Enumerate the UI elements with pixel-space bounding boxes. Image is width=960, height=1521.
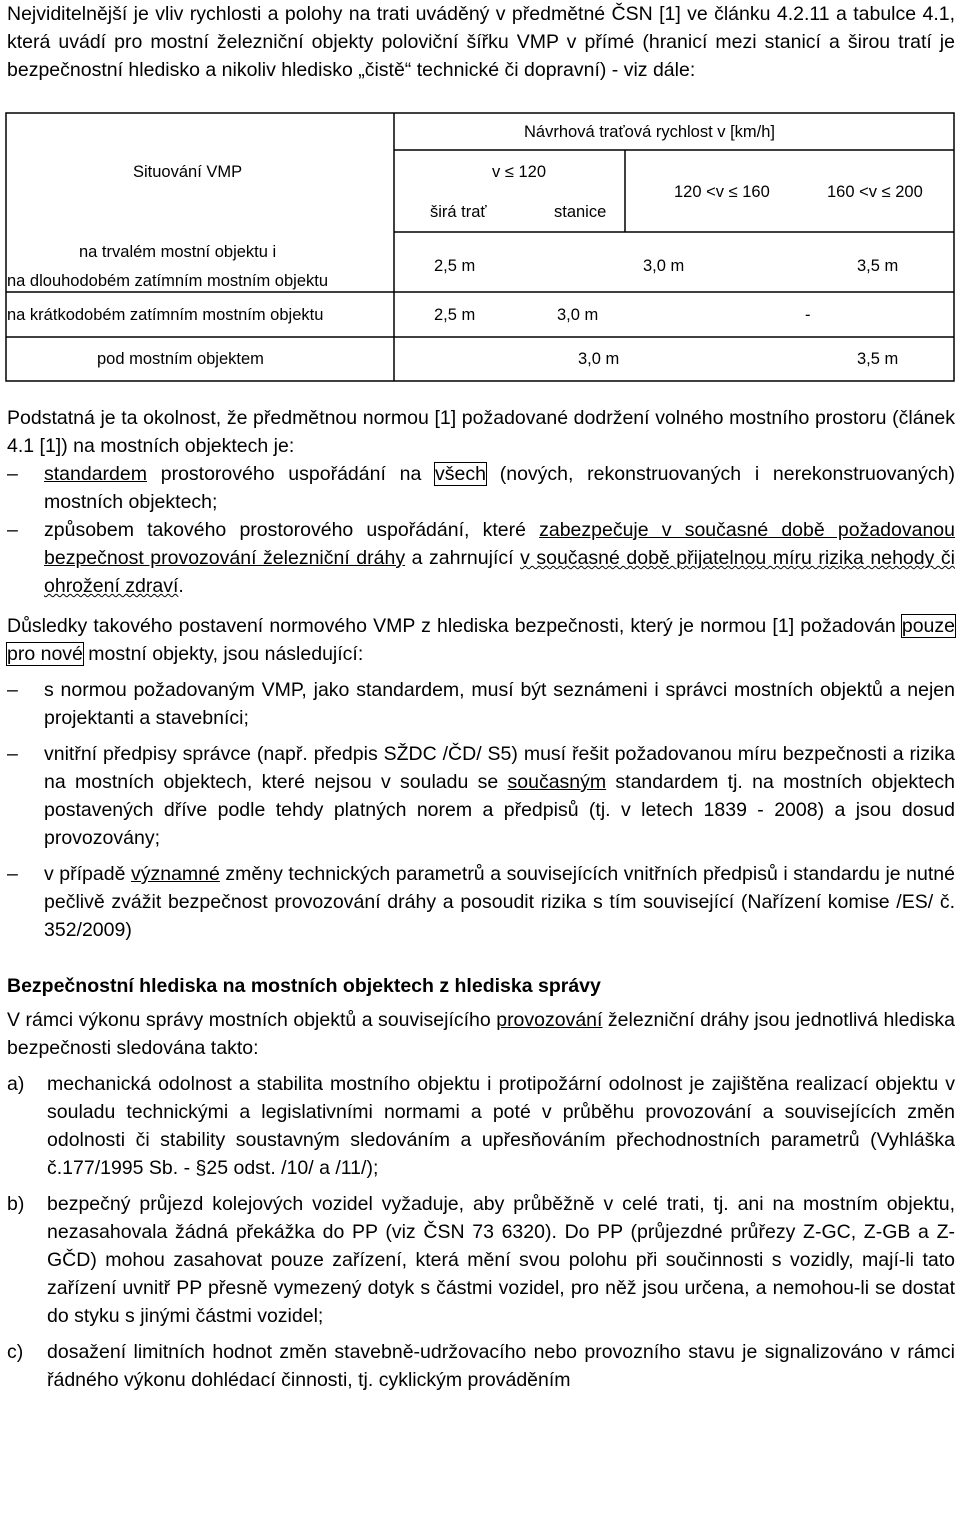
- clearance-table: [5, 112, 955, 382]
- row1-label-line1: na trvalém mostní objektu i: [79, 243, 277, 261]
- header-160-200: 160 <v ≤ 200: [827, 183, 923, 201]
- row1-value-3: 3,5 m: [857, 257, 899, 275]
- document-page: [7, 0, 955, 1394]
- paragraph-dusledky: Důsledky takového postavení normového VMP z hlediska bezpečnosti, který je normou [1] požadován pouze pro nové mostní objekty, jsou následující:: [7, 615, 955, 665]
- list-item: – způsobem takového prostorového uspořádání, které zabezpečuje v současné době požadovanou bezpečnost provozování železniční dráhy a zahrnující v současné době přijatelnou míru rizika nehody či ohrožení zdraví.: [7, 516, 955, 600]
- header-navrhova-rychlost: Návrhová traťová rychlost v [km/h]: [524, 123, 776, 141]
- paragraph-v-ramci: V rámci výkonu správy mostních objektů a souvisejícího provozování železniční dráhy jsou jednotlivá hlediska bezpečnosti sledována takto:: [7, 1009, 955, 1059]
- row1-value-2: 3,0 m: [643, 257, 685, 275]
- list-consequences: [7, 676, 955, 944]
- paragraph-podstatna: Podstatná je ta okolnost, že předmětnou normou [1] požadované dodržení volného mostního prostoru (článek 4.1 [1]) na mostních objektech je:: [7, 407, 955, 457]
- list-item: b) bezpečný průjezd kolejových vozidel vyžaduje, aby průběžně v celé trati, tj. ani na mostním objektu, nezasahovala žádná překážka do PP (viz ČSN 73 6320). Do PP (průjezdné průřezy Z-GC, Z-GB a Z-GČD) mohou zasahovat pouze zařízení, která mění svou polohu při součinnosti s vozidly, mají-li tato zařízení uvnitř PP přesně vymezený dotyk s částmi vozidel, pro něž jsou určena, a nemohou-li se dostat do styku s jinými částmi vozidel;: [7, 1193, 955, 1327]
- list-hlediska: [7, 1070, 955, 1394]
- header-sira-trat: širá trať: [430, 203, 487, 221]
- intro-paragraph: Nejviditelnější je vliv rychlosti a polohy na trati uváděný v předmětné ČSN [1] ve článku 4.2.11 a tabulce 4.1, která uvádí pro mostní železniční objekty poloviční šířku VMP v přímé (hranicí mezi stanicí a širou tratí je bezpečnostní hledisko a nikoliv hledisko „čistě“ technické či dopravní) - viz dále:: [7, 3, 955, 81]
- header-situovani: Situování VMP: [133, 163, 243, 181]
- row3-label: pod mostním objektem: [97, 350, 264, 368]
- list-item: – standardem prostorového uspořádání na všech (nových, rekonstruovaných i nerekonstruovaných) mostních objektech;: [7, 460, 955, 516]
- list-item: c) dosažení limitních hodnot změn stavebně-udržovacího nebo provozního stavu je signalizováno v rámci řádného výkonu dohlédací činnosti, tj. cyklickým prováděním: [7, 1341, 955, 1391]
- list-item: a) mechanická odolnost a stabilita mostního objektu i protipožární odolnost je zajištěna realizací objektu v souladu technickými a legislativními normami a poté v průběhu provozování a souvisejících změn odolnosti či stability soustavným sledováním a upřesňováním přechodnostních parametrů (Vyhláška č.177/1995 Sb. - §25 odst. /10/ a /11/);: [7, 1073, 955, 1179]
- row2-value-2: 3,0 m: [557, 306, 599, 324]
- row1-value-1: 2,5 m: [434, 257, 476, 275]
- header-v120: v ≤ 120: [492, 163, 547, 181]
- list-item: – s normou požadovaným VMP, jako standardem, musí být seznámeni i správci mostních objektů a nejen projektanti a stavebníci;: [7, 676, 955, 732]
- section-heading: Bezpečnostní hlediska na mostních objektech z hlediska správy: [7, 975, 601, 997]
- header-stanice: stanice: [554, 203, 607, 221]
- row2-label: na krátkodobém zatímním mostním objektu: [7, 306, 324, 324]
- header-120-160: 120 <v ≤ 160: [674, 183, 770, 201]
- row1-label-line2: na dlouhodobém zatímním mostním objektu: [7, 272, 329, 290]
- row3-value-1: 3,0 m: [578, 350, 620, 368]
- list-standard: [7, 460, 955, 600]
- list-item: – v případě významné změny technických parametrů a souvisejících vnitřních předpisů i standardu je nutné pečlivě zvážit bezpečnost provozování dráhy a posoudit rizika s tím související (Nařízení komise /ES/ č. 352/2009): [7, 860, 955, 944]
- row2-value-1: 2,5 m: [434, 306, 476, 324]
- row3-value-2: 3,5 m: [857, 350, 899, 368]
- row2-value-3: -: [805, 306, 811, 324]
- list-item: – vnitřní předpisy správce (např. předpis SŽDC /ČD/ S5) musí řešit požadovanou míru bezpečnosti a rizika na mostních objektech, které nejsou v souladu se současným standardem tj. na mostních objektech postavených dříve podle tehdy platných norem a předpisů (tj. v letech 1839 - 2008) a jsou dosud provozovány;: [7, 740, 955, 852]
